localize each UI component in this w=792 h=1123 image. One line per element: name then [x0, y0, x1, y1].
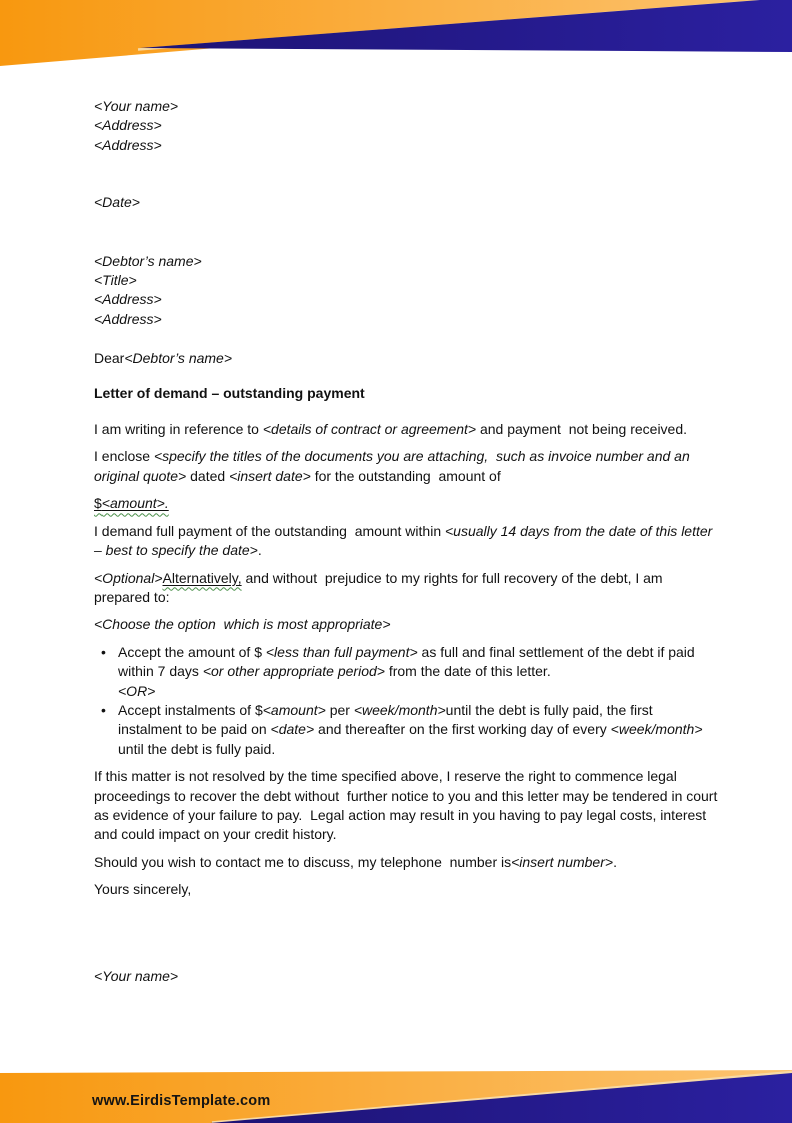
date-line: <Date> [94, 194, 140, 211]
signature-name: <Your name> [94, 967, 179, 984]
recipient-address-line-1: <Address> [94, 291, 162, 308]
recipient-address-line-2: <Address> [94, 310, 162, 327]
paragraph-amount: $<amount>. [94, 495, 169, 512]
bullet-icon: • [101, 643, 106, 660]
closing-line: Yours sincerely, [94, 881, 192, 898]
paragraph-demand: I demand full payment of the outstanding amount within <usually 14 days from the date of this letter – best to specify the date>. [94, 522, 717, 559]
sender-address-block [94, 97, 718, 155]
paragraph-choose-option: <Choose the option which is most appropriate> [94, 616, 391, 633]
salutation: Dear<Debtor’s name> [94, 350, 233, 367]
bullet-icon: • [101, 701, 106, 718]
paragraph-reference: I am writing in reference to <details of contract or agreement> and payment not being received. [94, 421, 688, 438]
recipient-name-line: <Debtor’s name> [94, 252, 202, 269]
sender-address-line-2: <Address> [94, 136, 162, 153]
paragraph-legal-warning: If this matter is not resolved by the time specified above, I reserve the right to commence legal proceedings to recover the debt without further notice to you and this letter may be tendered in court as evidence of your failure to pay. Legal action may result in you having to pay legal costs, interest and could impact on your credit history. [94, 768, 722, 843]
list-item-full-settlement: • Accept the amount of $ <less than full payment> as full and final settlement of the debt if paid within 7 days <or other appropriate period> from the date of this letter. <OR> [94, 643, 718, 701]
options-list [94, 643, 718, 759]
list-item-instalments: • Accept instalments of $<amount> per <week/month>until the debt is fully paid, the first instalment to be paid on <date> and thereafter on the first working day of every <week/month> until the debt is fully paid. [94, 701, 718, 759]
recipient-address-block [94, 252, 718, 330]
sender-name-line: <Your name> [94, 98, 179, 114]
header-banner [0, 0, 792, 70]
letter-body [94, 97, 722, 994]
paragraph-enclosure: I enclose <specify the titles of the documents you are attaching, such as invoice number and an original quote> dated <insert date> for the outstanding amount of [94, 448, 694, 484]
paragraph-contact: Should you wish to contact me to discuss, my telephone number is<insert number>. [94, 853, 617, 870]
subject-line: Letter of demand – outstanding payment [94, 384, 365, 401]
sender-address-line-1: <Address> [94, 117, 162, 134]
recipient-title-line: <Title> [94, 272, 137, 289]
paragraph-optional: <Optional>Alternatively, and without prejudice to my rights for full recovery of the debt, I am prepared to: [94, 569, 667, 605]
footer-website-link[interactable]: www.EirdisTemplate.com [92, 1093, 271, 1109]
